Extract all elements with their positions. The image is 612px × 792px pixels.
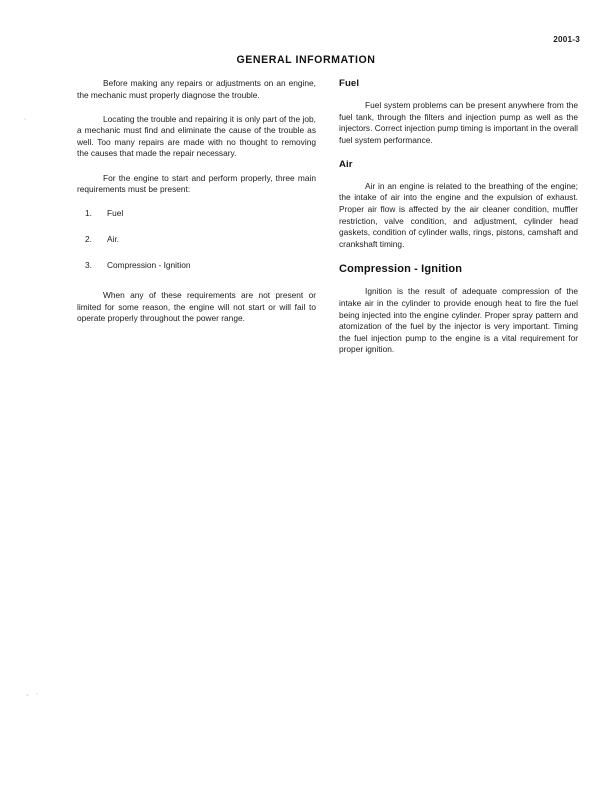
scan-artifact-speck — [24, 118, 26, 120]
page-number: 2001-3 — [553, 35, 580, 44]
list-item-label: Fuel — [107, 208, 124, 219]
section-body-compression-ignition: Ignition is the result of adequate compression of the intake air in the cylinder to provide enough heat to fire the fuel being injected into the engine cylinder. Proper spray pattern and atomization of the fuel by the injector is very important. Timing the fuel injection pump to the engine is a vital requirement for proper ignition. — [339, 286, 578, 355]
list-item-number: 3. — [85, 260, 92, 271]
list-item-number: 1. — [85, 208, 92, 219]
section-heading-fuel: Fuel — [339, 78, 360, 89]
list-spacer — [77, 272, 316, 290]
paragraph-requirements-not-present: When any of these requirements are not present or limited for some reason, the engine will not start or will fail to operate properly throughout the power range. — [77, 290, 316, 324]
paragraph-three-requirements-intro: For the engine to start and perform properly, three main requirements must be present: — [77, 172, 316, 195]
list-item — [77, 208, 316, 220]
list-item — [77, 234, 316, 246]
scan-artifact-speck — [26, 694, 29, 696]
section-body-fuel: Fuel system problems can be present anywhere from the fuel tank, through the filters and injection pump as well as the injectors. Correct injection pump timing is important in the overall fuel system performance. — [339, 100, 578, 145]
requirements-list — [77, 208, 316, 272]
paragraph-locating-trouble: Locating the trouble and repairing it is only part of the job, a mechanic must find and eliminate the cause of the trouble as well. Too many repairs are made with no thought to removing the causes that made the repair necessary. — [77, 113, 316, 159]
right-column — [339, 78, 578, 356]
list-item-number: 2. — [85, 234, 92, 245]
section-heading-air: Air — [339, 158, 353, 170]
paragraph-diagnose-trouble: Before making any repairs or adjustments on an engine, the mechanic must properly diagnose the trouble. — [77, 78, 316, 100]
list-item-label: Air. — [107, 234, 120, 245]
page-title: GENERAL INFORMATION — [236, 54, 376, 66]
left-column — [77, 78, 316, 325]
list-item — [77, 260, 316, 272]
list-item-label: Compression - Ignition — [107, 260, 191, 271]
section-body-air: Air in an engine is related to the breathing of the engine; the intake of air into the engine and the expulsion of exhaust. Proper air flow is affected by the air cleaner condition, muffler restriction, valve condition, and adjustment, cylinder head gaskets, condition of cylinder walls, rings, pistons, camshaft and crankshaft timing. — [339, 180, 578, 249]
scan-artifact-speck — [36, 693, 38, 695]
section-heading-compression-ignition: Compression - Ignition — [339, 262, 463, 275]
